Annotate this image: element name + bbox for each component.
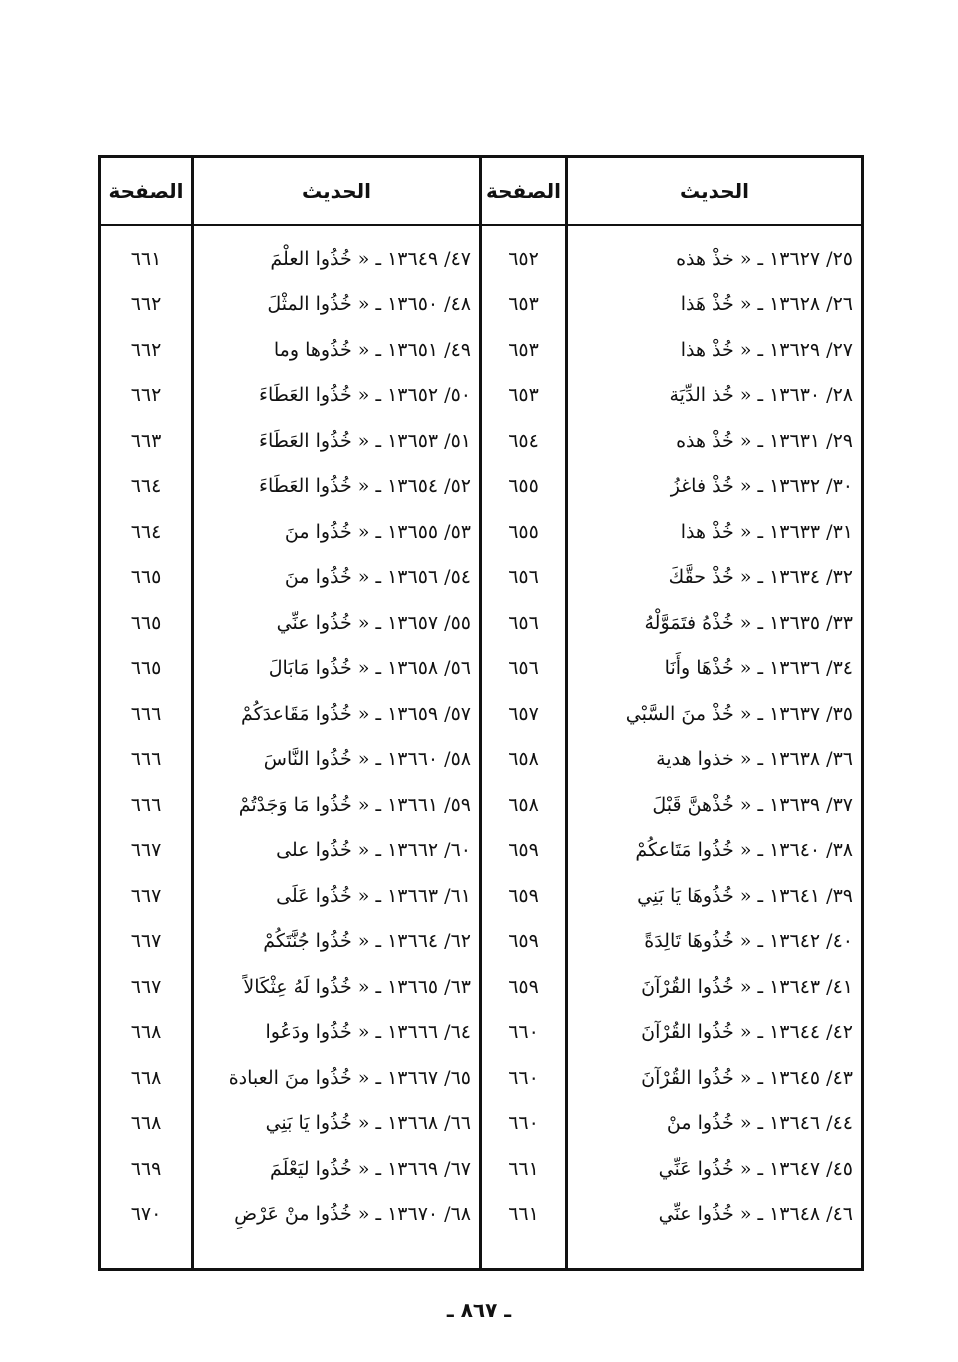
page-ref: ٦٥٣ bbox=[508, 293, 539, 316]
page-ref: ٦٥٩ bbox=[508, 884, 539, 907]
hadith-entry: ٣١/ ١٣٦٣٣ ـ « خُذْ هذا bbox=[680, 520, 853, 543]
right-page-list bbox=[482, 226, 565, 1237]
right-hadith-column bbox=[565, 158, 861, 1268]
page-ref: ٦٦٨ bbox=[130, 1066, 162, 1089]
hadith-entry: ٦٤/ ١٣٦٦٦ ـ « خُذُوا ودَعُوا bbox=[265, 1021, 471, 1044]
hadith-entry: ٥٨/ ١٣٦٦٠ ـ « خُذُوا النَّاسَ bbox=[263, 748, 471, 771]
left-hadith-header: الحديث bbox=[194, 158, 479, 226]
page-ref: ٦٥٩ bbox=[508, 930, 539, 953]
right-hadith-header: الحديث bbox=[568, 158, 861, 226]
hadith-entry: ٦٦/ ١٣٦٦٨ ـ « خُذُوا يَا بَنِي bbox=[265, 1112, 471, 1135]
page-ref: ٦٥٦ bbox=[508, 566, 539, 589]
page-ref: ٦٥٩ bbox=[508, 839, 539, 862]
hadith-entry: ٤٥/ ١٣٦٤٧ ـ « خُذُوا عَنِّي bbox=[658, 1157, 853, 1180]
page-ref: ٦٦٠ bbox=[508, 1066, 539, 1089]
hadith-entry: ٣٣/ ١٣٦٣٥ ـ « خُذْهُ فتَمَوَّلْهُ bbox=[644, 611, 853, 634]
hadith-entry: ٥٤/ ١٣٦٥٦ ـ « خُذُوا منَ bbox=[284, 566, 471, 589]
hadith-entry: ٣٥/ ١٣٦٣٧ ـ « خُذْ منَ السَّبْي bbox=[625, 702, 853, 725]
hadith-entry: ٦٢/ ١٣٦٦٤ ـ « خُذُوا جُنَّتَكُمْ bbox=[263, 930, 471, 953]
page-ref: ٦٦٢ bbox=[130, 384, 162, 407]
left-page-header: الصفحة bbox=[101, 158, 191, 226]
page-ref: ٦٥٦ bbox=[508, 611, 539, 634]
left-page-column bbox=[101, 158, 191, 1268]
hadith-entry: ٥٩/ ١٣٦٦١ ـ « خُذُوا مَا وَجَدْتُمْ bbox=[238, 793, 471, 816]
hadith-entry: ٤٤/ ١٣٦٤٦ ـ « خُذُوا منْ bbox=[666, 1112, 853, 1135]
page-number: ـ ٨٦٧ ـ bbox=[446, 1298, 512, 1322]
page-ref: ٦٥٥ bbox=[508, 520, 539, 543]
hadith-entry: ٣٧/ ١٣٦٣٩ ـ « خُذْهنَّ قَبْلَ bbox=[652, 793, 853, 816]
right-page-column bbox=[479, 158, 565, 1268]
hadith-entry: ٦١/ ١٣٦٦٣ ـ « خُذُوا عَلَى bbox=[276, 884, 471, 907]
hadith-entry: ٢٧/ ١٣٦٢٩ ـ « خُذْ هذا bbox=[680, 338, 853, 361]
page-ref: ٦٥٣ bbox=[508, 384, 539, 407]
hadith-index-table bbox=[98, 155, 864, 1271]
hadith-entry: ٦٧/ ١٣٦٦٩ ـ « خُذُوا ليَعْلَمَ bbox=[269, 1157, 471, 1180]
page-ref: ٦٦٦ bbox=[130, 793, 162, 816]
hadith-entry: ٢٩/ ١٣٦٣١ ـ « خُذْ هذه bbox=[676, 429, 853, 452]
page-ref: ٦٥٧ bbox=[508, 702, 539, 725]
hadith-entry: ٢٦/ ١٣٦٢٨ ـ « خُذْ هَذا bbox=[680, 293, 853, 316]
page-ref: ٦٦٧ bbox=[130, 884, 162, 907]
hadith-entry: ٤١/ ١٣٦٤٣ ـ « خُذُوا القُرْآنَ bbox=[641, 975, 853, 998]
hadith-entry: ٥٦/ ١٣٦٥٨ ـ « خُذُوا مَابَالَ bbox=[268, 657, 471, 680]
hadith-entry: ٥٠/ ١٣٦٥٢ ـ « خُذُوا العَطَاءَ bbox=[259, 384, 471, 407]
hadith-entry: ٣٨/ ١٣٦٤٠ ـ « خُذُوا مَتَاعكُمْ bbox=[635, 839, 853, 862]
page-ref: ٦٦٨ bbox=[130, 1112, 162, 1135]
hadith-entry: ٥٣/ ١٣٦٥٥ ـ « خُذُوا منَ bbox=[284, 520, 471, 543]
page-ref: ٦٦٦ bbox=[130, 702, 162, 725]
page-ref: ٦٧٠ bbox=[130, 1203, 162, 1226]
left-hadith-list bbox=[194, 226, 479, 1237]
page-ref: ٦٥٦ bbox=[508, 657, 539, 680]
page-ref: ٦٦٢ bbox=[130, 293, 162, 316]
hadith-entry: ٣٩/ ١٣٦٤١ ـ « خُذُوهَا يَا بَنِي bbox=[637, 884, 853, 907]
hadith-entry: ٣٦/ ١٣٦٣٨ ـ « خذوا هدية bbox=[656, 748, 853, 771]
hadith-entry: ٤٨/ ١٣٦٥٠ ـ « خُذُوا المثْلَ bbox=[267, 293, 471, 316]
hadith-entry: ٦٥/ ١٣٦٦٧ ـ « خُذُوا منَ العبادة bbox=[228, 1066, 471, 1089]
page-ref: ٦٥٣ bbox=[508, 338, 539, 361]
left-page-list bbox=[101, 226, 191, 1237]
hadith-entry: ٤٢/ ١٣٦٤٤ ـ « خُذُوا القُرْآنَ bbox=[641, 1021, 853, 1044]
page-ref: ٦٦١ bbox=[508, 1157, 539, 1180]
page-ref: ٦٥٢ bbox=[508, 247, 539, 270]
page-ref: ٦٦١ bbox=[130, 247, 162, 270]
page-ref: ٦٦٣ bbox=[130, 429, 162, 452]
page-ref: ٦٦٥ bbox=[130, 611, 162, 634]
page-ref: ٦٦٦ bbox=[130, 748, 162, 771]
hadith-entry: ٤٧/ ١٣٦٤٩ ـ « خُذُوا العلْمَ bbox=[270, 247, 471, 270]
page-ref: ٦٦٥ bbox=[130, 657, 162, 680]
page-ref: ٦٥٥ bbox=[508, 475, 539, 498]
hadith-entry: ٤٠/ ١٣٦٤٢ ـ « خُذُوهَا تَالِدَةً bbox=[644, 930, 853, 953]
page-ref: ٦٦٨ bbox=[130, 1021, 162, 1044]
hadith-entry: ٥١/ ١٣٦٥٣ ـ « خُذُوا العَطَاءَ bbox=[259, 429, 471, 452]
hadith-entry: ٢٨/ ١٣٦٣٠ ـ « خُذ الدِّيَة bbox=[669, 384, 853, 407]
right-page-header: الصفحة bbox=[482, 158, 565, 226]
hadith-entry: ٥٧/ ١٣٦٥٩ ـ « خُذُوا مَقَاعدَكُمْ bbox=[240, 702, 471, 725]
hadith-entry: ٤٩/ ١٣٦٥١ ـ « خُذُوها وما bbox=[273, 338, 471, 361]
page-ref: ٦٥٩ bbox=[508, 975, 539, 998]
page-ref: ٦٦٤ bbox=[130, 475, 162, 498]
page-ref: ٦٥٨ bbox=[508, 748, 539, 771]
page-ref: ٦٦٥ bbox=[130, 566, 162, 589]
page-ref: ٦٦١ bbox=[508, 1203, 539, 1226]
page-ref: ٦٦٤ bbox=[130, 520, 162, 543]
page-ref: ٦٦٠ bbox=[508, 1112, 539, 1135]
hadith-entry: ٤٣/ ١٣٦٤٥ ـ « خُذُوا القُرْآنَ bbox=[641, 1066, 853, 1089]
page-ref: ٦٦٢ bbox=[130, 338, 162, 361]
hadith-entry: ٣٤/ ١٣٦٣٦ ـ « خُذْهَا وأَنَا bbox=[664, 657, 853, 680]
hadith-entry: ٦٨/ ١٣٦٧٠ ـ « خُذُوا منْ عَرْضِ bbox=[234, 1203, 471, 1226]
hadith-entry: ٣٢/ ١٣٦٣٤ ـ « خُذْ حقَّكَ bbox=[668, 566, 853, 589]
hadith-entry: ٦٣/ ١٣٦٦٥ ـ « خُذُوا لَهُ عِثْكَالاً bbox=[243, 975, 471, 998]
page-ref: ٦٦٧ bbox=[130, 975, 162, 998]
hadith-entry: ٥٥/ ١٣٦٥٧ ـ « خُذُوا عنِّي bbox=[276, 611, 471, 634]
hadith-entry: ٥٢/ ١٣٦٥٤ ـ « خُذُوا العَطَاءَ bbox=[259, 475, 471, 498]
left-hadith-column bbox=[191, 158, 479, 1268]
hadith-entry: ٤٦/ ١٣٦٤٨ ـ « خُذُوا عنِّي bbox=[658, 1203, 853, 1226]
page-ref: ٦٦٧ bbox=[130, 930, 162, 953]
hadith-entry: ٦٠/ ١٣٦٦٢ ـ « خُذُوا على bbox=[276, 839, 471, 862]
hadith-entry: ٢٥/ ١٣٦٢٧ ـ « خذْ هذه bbox=[676, 247, 853, 270]
page-ref: ٦٥٨ bbox=[508, 793, 539, 816]
right-hadith-list bbox=[568, 226, 861, 1237]
hadith-entry: ٣٠/ ١٣٦٣٢ ـ « خُذْ فاغزُ bbox=[670, 475, 853, 498]
page-ref: ٦٦٩ bbox=[130, 1157, 162, 1180]
page-ref: ٦٦٧ bbox=[130, 839, 162, 862]
page-ref: ٦٥٤ bbox=[508, 429, 539, 452]
page-ref: ٦٦٠ bbox=[508, 1021, 539, 1044]
